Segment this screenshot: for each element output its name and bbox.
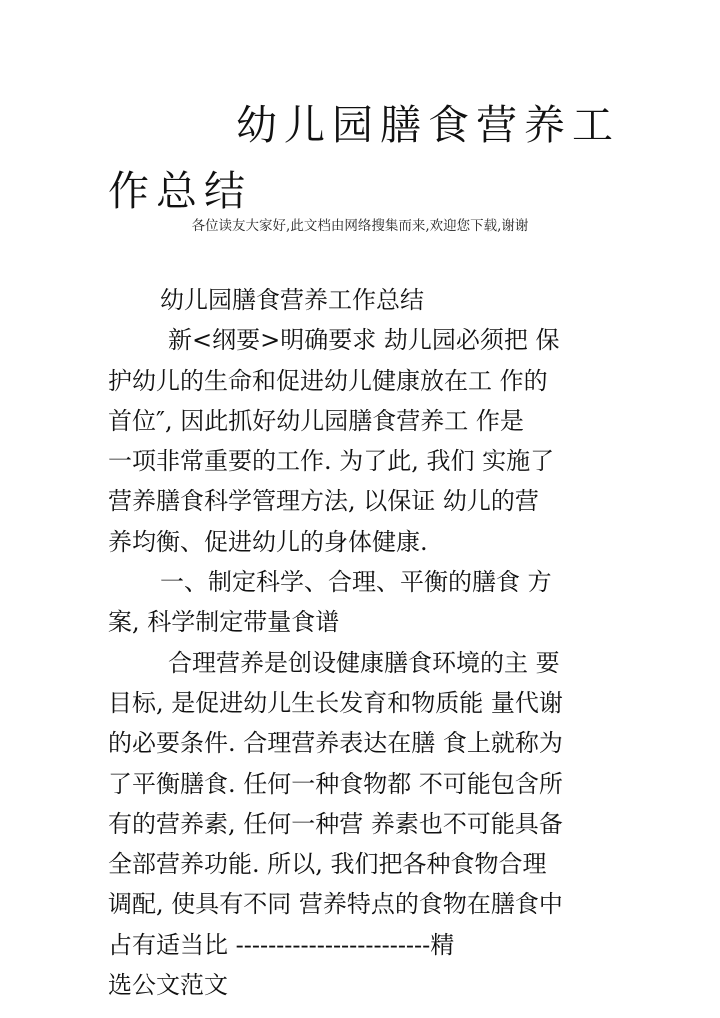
paragraph-line: 营养膳食科学管理方法, 以保证 幼儿的营 <box>108 487 539 516</box>
paragraph-line: 合理营养是创设健康膳食环境的主 要 <box>168 648 560 677</box>
paragraph-line: 目标, 是促进幼儿生长发育和物质能 量代谢 <box>108 688 563 717</box>
paragraph-line: 全部营养功能. 所以, 我们把各种食物合理 <box>108 850 547 879</box>
paragraph-line: 养均衡、促进幼儿的身体健康. <box>108 527 428 556</box>
document-subtitle: 各位读友大家好,此文档由网络搜集而来,欢迎您下载,谢谢 <box>191 218 529 234</box>
paragraph-line: 有的营养素, 任何一种营 养素也不可能具备 <box>108 809 563 838</box>
paragraph-line: 护幼儿的生命和促进幼儿健康放在工 作的 <box>108 366 548 395</box>
paragraph-line: 占有适当比 ------------------------精 <box>108 930 455 959</box>
paragraph-line: 了平衡膳食. 任何一种食物都 不可能包含所 <box>108 769 563 798</box>
document-body <box>108 280 608 1005</box>
paragraph-line: 首位″, 因此抓好幼儿园膳食营养工 作是 <box>108 406 524 435</box>
section-heading-line: 一、制定科学、合理、平衡的膳食 方 <box>160 568 552 597</box>
paragraph-line: 一项非常重要的工作. 为了此, 我们 实施了 <box>108 447 555 476</box>
paragraph-line: 新<纲要>明确要求 劫儿园必须把 保 <box>168 326 560 355</box>
document-title: 幼儿园膳食营养工作总结 <box>108 101 620 215</box>
paragraph-line: 调配, 使具有不同 营养特点的食物在膳食中 <box>108 890 563 919</box>
paragraph-line: 的必要条件. 合理营养表达在膳 食上就称为 <box>108 729 563 758</box>
paragraph-line: 选公文范文 <box>108 971 228 1000</box>
section-heading-line: 案, 科学制定带量食谱 <box>108 608 340 637</box>
body-heading: 幼儿园膳食营养工作总结 <box>160 286 424 314</box>
